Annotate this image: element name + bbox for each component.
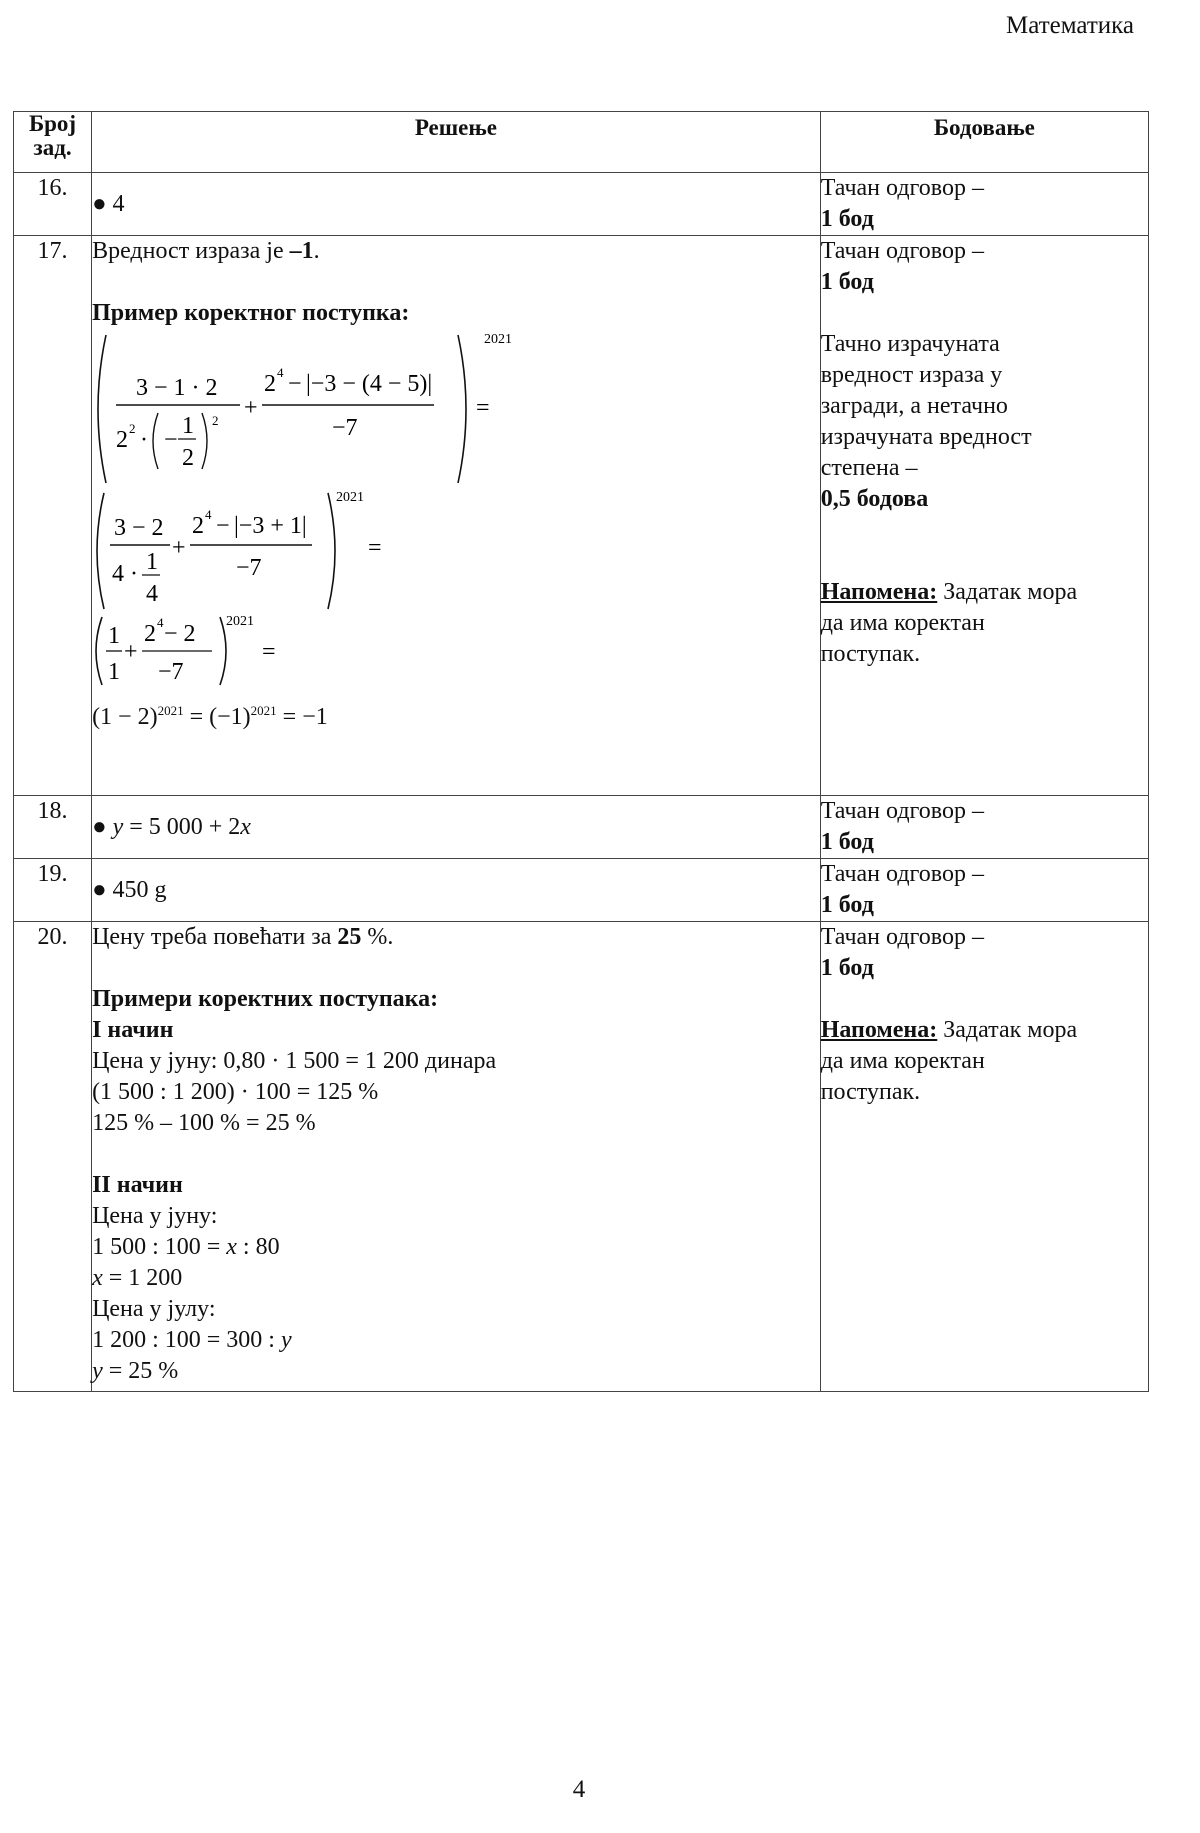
table-header-row xyxy=(14,112,1149,173)
svg-text:=: = xyxy=(368,535,382,561)
svg-text:4 ·: 4 · xyxy=(112,561,139,587)
points-label: Тачан одговор – xyxy=(820,238,984,264)
svg-text:2: 2 xyxy=(116,427,129,453)
svg-text:2: 2 xyxy=(144,621,157,647)
points-value: 1 бод xyxy=(820,269,874,295)
points-value: 1 бод xyxy=(820,206,874,232)
svg-text:2021: 2021 xyxy=(336,490,365,505)
method-1-heading: I начин xyxy=(92,1017,174,1043)
header-points: Бодовање xyxy=(820,112,1148,173)
solution-cell xyxy=(92,173,821,236)
points-value: 1 бод xyxy=(820,955,874,981)
method-1-line: Цена у јуну: 0,80 · 1 500 = 1 200 динара xyxy=(92,1048,497,1074)
result-line: Цену треба повећати за 25 %. xyxy=(92,924,394,950)
math-step-4: $(1 - 2)^{2021} = (-1)^{2021} = -1$ xyxy=(92,703,328,730)
task-number: 19. xyxy=(14,859,92,922)
subject-header: Математика xyxy=(1006,12,1134,39)
result-line: Вредност израза је –1. xyxy=(92,238,320,264)
task-number: 20. xyxy=(14,922,92,1392)
svg-text:2: 2 xyxy=(264,371,277,397)
svg-text:4: 4 xyxy=(205,507,212,522)
svg-text:+: + xyxy=(172,535,186,561)
answer-text: ● 450 g xyxy=(92,876,167,903)
table-row-16 xyxy=(14,173,1149,236)
solution-cell xyxy=(92,236,821,796)
points-label: Тачан одговор – xyxy=(820,798,984,824)
page-number: 4 xyxy=(572,1776,586,1803)
svg-text:1: 1 xyxy=(108,659,121,685)
table-row-17 xyxy=(14,236,1149,796)
svg-text:−: − xyxy=(288,371,302,397)
svg-text:1: 1 xyxy=(146,549,159,575)
points-label: Тачан одговор – xyxy=(820,924,984,950)
svg-text:3 − 1 · 2: 3 − 1 · 2 xyxy=(136,375,218,401)
header-solution: Решење xyxy=(92,112,821,173)
svg-text:=: = xyxy=(262,639,276,665)
svg-text:4: 4 xyxy=(157,615,164,630)
svg-text:−: − xyxy=(164,427,178,453)
svg-text:−: − xyxy=(216,513,230,539)
svg-text:·: · xyxy=(140,427,149,453)
answer-text: ● 4 xyxy=(92,190,125,217)
partial-criteria: Тачно израчуната вредност израза у загради, а нетачно израчуната вредност степена – xyxy=(820,331,1032,481)
examples-heading: Примери коректних поступака: xyxy=(92,986,439,1012)
scoring-table xyxy=(13,111,1149,1392)
svg-text:2021: 2021 xyxy=(226,614,255,629)
task-number: 18. xyxy=(14,796,92,859)
points-cell xyxy=(820,922,1148,1392)
header-task-number: Број зад. xyxy=(14,112,92,173)
svg-text:2021: 2021 xyxy=(484,332,513,347)
example-heading: Пример коректног поступка: xyxy=(92,300,410,326)
method-1-line: 125 % – 100 % = 25 % xyxy=(92,1110,316,1136)
method-2-line: x = 1 200 xyxy=(92,1265,183,1291)
solution-cell xyxy=(92,922,821,1392)
task-number: 17. xyxy=(14,236,92,796)
table-row-19 xyxy=(14,859,1149,922)
solution-cell xyxy=(92,859,821,922)
svg-text:2: 2 xyxy=(212,413,219,428)
svg-text:=: = xyxy=(476,395,490,421)
svg-text:|−3 − (4 − 5)|: |−3 − (4 − 5)| xyxy=(306,371,433,397)
svg-text:+: + xyxy=(244,395,258,421)
task-number: 16. xyxy=(14,173,92,236)
svg-text:+: + xyxy=(124,639,138,665)
svg-text:4: 4 xyxy=(277,365,284,380)
svg-text:−7: −7 xyxy=(158,659,184,685)
partial-points-value: 0,5 бодова xyxy=(820,486,929,512)
method-2-line: Цена у јуну: xyxy=(92,1203,218,1229)
svg-text:1: 1 xyxy=(108,623,121,649)
svg-text:−7: −7 xyxy=(236,555,262,581)
method-1-line: (1 500 : 1 200) · 100 = 125 % xyxy=(92,1079,379,1105)
method-2-line: 1 500 : 100 = x : 80 xyxy=(92,1234,280,1260)
note: Напомена: Задатак мора да има коректан поступак. xyxy=(820,579,1078,667)
points-value: 1 бод xyxy=(820,892,874,918)
points-value: 1 бод xyxy=(820,829,874,855)
svg-text:− 2: − 2 xyxy=(164,621,196,647)
math-step-2 xyxy=(92,489,820,613)
svg-text:4: 4 xyxy=(146,581,159,607)
math-step-1 xyxy=(92,329,820,489)
points-label: Тачан одговор – xyxy=(820,861,984,887)
svg-text:−7: −7 xyxy=(332,415,358,441)
points-cell xyxy=(820,859,1148,922)
points-cell xyxy=(820,173,1148,236)
method-2-line: 1 200 : 100 = 300 : y xyxy=(92,1327,292,1353)
method-2-line: Цена у јулу: xyxy=(92,1296,216,1322)
note: Напомена: Задатак мора да има коректан поступак. xyxy=(820,1017,1078,1105)
points-cell xyxy=(820,236,1148,796)
svg-text:2: 2 xyxy=(182,445,195,471)
method-2-heading: II начин xyxy=(92,1172,183,1198)
svg-text:3 − 2: 3 − 2 xyxy=(114,515,164,541)
math-step-3 xyxy=(92,613,820,691)
svg-text:2: 2 xyxy=(192,513,205,539)
method-2-line: y = 25 % xyxy=(92,1358,179,1384)
points-label: Тачан одговор – xyxy=(820,175,984,201)
svg-text:2: 2 xyxy=(129,421,136,436)
points-cell xyxy=(820,796,1148,859)
svg-text:|−3 + 1|: |−3 + 1| xyxy=(234,513,307,539)
table-row-20 xyxy=(14,922,1149,1392)
table-row-18 xyxy=(14,796,1149,859)
svg-text:1: 1 xyxy=(182,413,195,439)
solution-cell: ● y = 5 000 + 2x xyxy=(92,796,821,859)
